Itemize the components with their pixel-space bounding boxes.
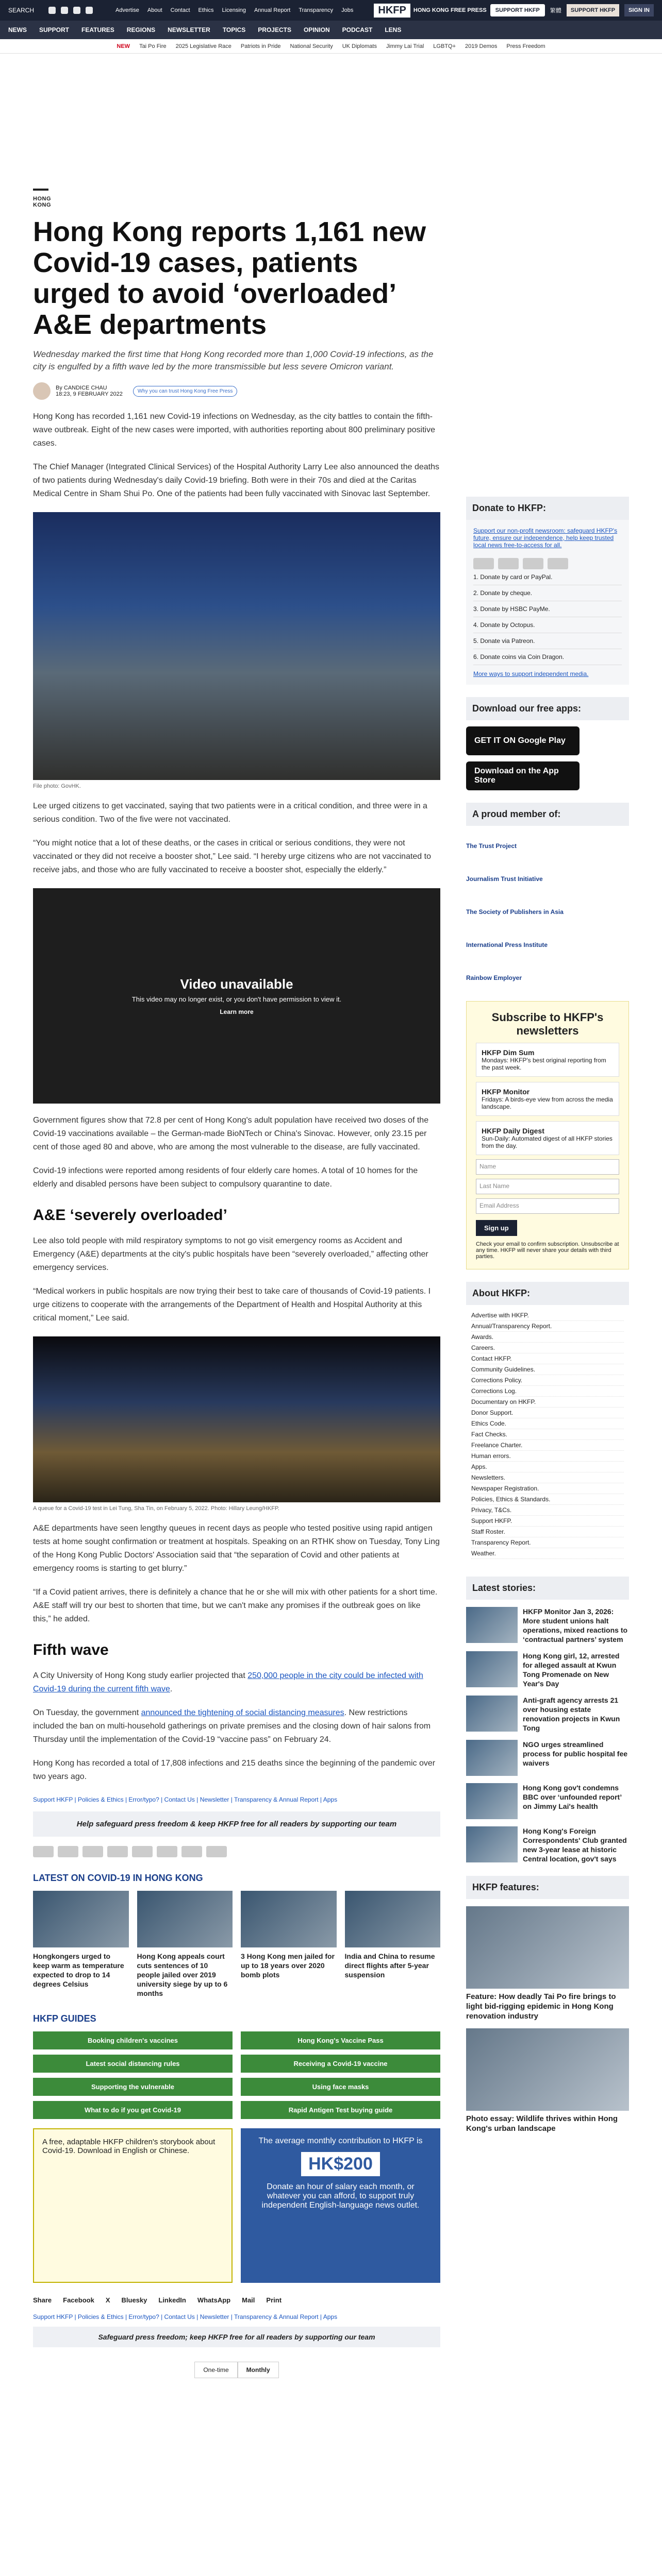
search-link[interactable]: SEARCH [8,7,35,14]
card-title[interactable]: Hongkongers urged to keep warm as temperature expected to drop to 14 degrees Celsius [33,1952,124,1988]
learn-more-link[interactable]: Learn more [220,1008,254,1015]
hot-topic[interactable]: National Security [290,43,333,49]
story-image [466,1607,518,1643]
top-links [115,7,353,13]
about-link[interactable]: Contact HKFP. [471,1353,624,1364]
nav-item[interactable]: PROJECTS [258,26,291,33]
publish-date: 18:23, 9 FEBRUARY 2022 [56,391,123,397]
article-photo [33,1336,440,1502]
new-badge: NEW [117,43,130,49]
about-link[interactable]: Support HKFP. [471,1516,624,1527]
story-title[interactable]: Anti-graft agency arrests 21 over housing estate renovation projects in Kwun Tong [523,1696,620,1732]
video-embed[interactable] [33,888,440,1104]
about-list [466,1305,629,1564]
paypal-icon [523,558,543,569]
newsletter-option[interactable] [476,1043,619,1077]
video-message: This video may no longer exist, or you don't have permission to view it. [131,995,342,1003]
nav-item[interactable]: TOPICS [222,26,246,33]
guide-button[interactable]: Latest social distancing rules [33,2055,233,2073]
story-item[interactable] [466,1783,629,1819]
payment-logos [33,1846,440,1857]
feature-title[interactable]: Photo essay: Wildlife thrives within Hong Kong's urban landscape [466,2114,618,2133]
latest-covid-grid [33,1891,440,1998]
main-nav [0,21,662,39]
paragraph: A&E departments have seen lengthy queues in recent days as people who tested positive using rapid antigen tests at home sought confirmation or treatment at hospitals. Speaking on an RTHK show on Tuesday, Tony Ling of the Hong Kong Public Doctors' Association said that “the separation of Covid and other patients at emergency rooms is starting to get blurry.” [33,1524,440,1573]
amex-icon [82,1846,103,1857]
about-link[interactable]: Advertise with HKFP. [471,1310,624,1321]
toggle-one-time[interactable]: One-time [194,2362,237,2378]
about-link[interactable]: Newsletters. [471,1472,624,1483]
about-link[interactable]: Ethics Code. [471,1418,624,1429]
paragraph: “You might notice that a lot of these deaths, or the cases in critical or serious conditions, they were not vaccinated or they did not receive a booster shot,” Lee said. “I hereby urge citizens who are not vaccinated to receive jabs, and those who are fully vaccinated to receive a booster shot, especially the elderly.” [33,839,431,874]
nav-item[interactable]: REGIONS [126,26,156,33]
paragraph: The Chief Manager (Integrated Clinical Services) of the Hospital Authority Larry Lee also announced the deaths of two patients during Wednesday's daily Covid-19 briefing. Both were in their 70s and died at the Caritas Medical Centre in Sham Shui Po. One of the patients had been fully vaccinated with Sinovac last September. [33,463,439,498]
hot-topic[interactable]: Jimmy Lai Trial [386,43,424,49]
member-badge[interactable]: The Trust Project [466,842,517,850]
promo-amount: HK$200 [301,2152,380,2176]
story-image [466,1783,518,1819]
story-item[interactable] [466,1740,629,1776]
top-link[interactable]: About [147,7,162,13]
card-image [137,1891,233,1947]
paragraph: Hong Kong has recorded 1,161 new Covid-19 infections on Wednesday, as the city battles to contain the fifth-wave outbreak. Eight of the new cases were imported, with authorities reporting about 800 preliminary positive cases. [33,412,435,448]
visa-icon [33,1846,54,1857]
promo-text: The average monthly contribution to HKFP is [258,2137,423,2145]
hot-topic[interactable]: 2025 Legislative Race [175,43,231,49]
donate-method[interactable]: 5. Donate via Patreon. [473,633,622,649]
story-item[interactable] [466,1607,629,1644]
photo-caption: File photo: GovHK. [33,783,81,789]
footer-links[interactable]: Support HKFP | Policies & Ethics | Error/typo? | Contact Us | Newsletter | Transparency & Annual Report | Apps [33,2313,338,2320]
donation-toggle [33,2362,440,2378]
story-image [466,1826,518,1862]
about-link[interactable]: Freelance Charter. [471,1440,624,1451]
about-link[interactable]: Human errors. [471,1451,624,1462]
help-banner[interactable]: Help safeguard press freedom & keep HKFP free for all readers by supporting our team [33,1811,440,1837]
text: A City University of Hong Kong study earlier projected that [33,1671,248,1680]
author-name[interactable]: By CANDICE CHAU [56,385,107,391]
feature-item[interactable] [466,2028,629,2133]
support-links[interactable]: Support HKFP | Policies & Ethics | Error/typo? | Contact Us | Newsletter | Transparency & Annual Report | Apps [33,1796,338,1803]
about-link[interactable]: Donor Support. [471,1408,624,1418]
story-item[interactable] [466,1696,629,1733]
storybook-promo[interactable]: A free, adaptable HKFP children's storybook about Covid-19. Download in English or Chinese. [33,2128,233,2283]
sidebar [466,497,629,2133]
octopus-icon [157,1846,177,1857]
section-heading: Fifth wave [33,1641,109,1658]
paragraph: Lee urged citizens to get vaccinated, saying that two patients were in a critical condition, and three were in a serious condition. Two of the five were not vaccinated. [33,802,427,824]
sign-up-button[interactable]: Sign up [476,1220,517,1236]
latest-covid-title: LATEST ON COVID-19 IN HONG KONG [33,1873,203,1883]
newsletter-option[interactable] [476,1082,619,1116]
instagram-icon[interactable] [73,7,80,14]
visa-icon [473,558,494,569]
story-title[interactable]: Hong Kong gov't condemns BBC over ‘unfounded report’ on Jimmy Lai's health [523,1784,622,1810]
latest-card[interactable] [345,1891,441,1998]
story-image [466,1740,518,1776]
paragraph: Hong Kong has recorded a total of 17,808 infections and 215 deaths since the beginning of the pandemic over two years ago. [33,1759,436,1781]
feature-image [466,1906,629,1989]
share-mail[interactable]: Mail [242,2296,255,2304]
about-link[interactable]: Weather. [471,1548,624,1559]
logo-mark: HKFP [374,4,410,18]
nav-item[interactable]: PODCAST [342,26,373,33]
paragraph [33,1706,440,1747]
about-link[interactable]: Fact Checks. [471,1429,624,1440]
promo-subtext: Donate an hour of salary each month, or whatever you can afford, to support truly independent English-language news outlet. [261,2182,420,2210]
article-kicker[interactable]: HONG KONG [33,189,48,208]
share-bar [33,2296,440,2304]
story-title[interactable]: HKFP Monitor Jan 3, 2026: More student unions halt operations, mixed reactions to ‘contractual partners’ system [523,1607,628,1643]
features-heading: HKFP features: [466,1876,629,1899]
about-link[interactable]: Community Guidelines. [471,1364,624,1375]
top-link[interactable]: Jobs [341,7,354,13]
paragraph: Government figures show that 72.8 per cent of Hong Kong's adult population have received two doses of the Covid-19 vaccinations available – the German-made BioNTech or China's Sinovac. However, only 23.15 per cent of those aged 80 and above, who are among the most vulnerable to the disease, are fully vaccinated. [33,1116,429,1151]
promos [33,2128,440,2283]
member-badge[interactable]: Rainbow Employer [466,974,522,981]
guide-button[interactable]: Rapid Antigen Test buying guide [241,2101,440,2119]
about-link[interactable]: Newspaper Registration. [471,1483,624,1494]
nav-item[interactable]: OPINION [303,26,330,33]
last-name-field[interactable]: Last Name [476,1179,619,1194]
about-link[interactable]: Documentary on HKFP. [471,1397,624,1408]
payme-icon [132,1846,153,1857]
inline-link[interactable]: announced the tightening of social distancing measures [141,1708,344,1717]
article-title: Hong Kong reports 1,161 new Covid-19 cases, patients urged to avoid ‘overloaded’ A&E departments [33,216,426,340]
googlepay-icon [206,1846,227,1857]
top-link[interactable]: Annual Report [254,7,291,13]
first-name-field[interactable]: Name [476,1159,619,1175]
article-photo [33,512,440,780]
newsletter-desc: Mondays: HKFP's best original reporting from the past week. [482,1057,606,1071]
mastercard-icon [498,558,519,569]
member-badge[interactable]: Journalism Trust Initiative [466,875,543,883]
donate-text[interactable]: Support our non-profit newsroom: safeguard HKFP's future, ensure our independence, help keep trusted local news free-to-access for all. [473,527,618,549]
card-image [33,1891,129,1947]
story-title[interactable]: NGO urges streamlined process for public hospital fee waivers [523,1740,628,1767]
guide-button[interactable]: Hong Kong's Vaccine Pass [241,2031,440,2049]
about-heading: About HKFP: [466,1282,629,1305]
apps-heading: Download our free apps: [466,697,629,720]
support-button[interactable]: SUPPORT HKFP [490,4,545,16]
article-standfirst: Wednesday marked the first time that Hong Kong recorded more than 1,000 Covid-19 infections, as the city is engulfed by a fifth wave led by the more transmissible but less severe Omicron variant. [33,349,434,371]
newsletter-name: HKFP Dim Sum [482,1048,535,1057]
article-body [33,410,440,1784]
byline [33,382,440,400]
nav-item[interactable]: NEWSLETTER [168,26,210,33]
about-link[interactable]: Transparency Report. [471,1537,624,1548]
nav-item[interactable]: LENS [385,26,402,33]
guide-button[interactable]: Supporting the vulnerable [33,2078,233,2096]
donate-method[interactable]: 6. Donate coins via Coin Dragon. [473,649,622,665]
donate-method[interactable]: 3. Donate by HSBC PayMe. [473,601,622,617]
share-label: Share [33,2296,52,2304]
donate-box [466,520,629,685]
donate-promo[interactable] [241,2128,440,2283]
top-link[interactable]: Transparency [299,7,334,13]
guides-title: HKFP GUIDES [33,2013,96,2024]
donate-heading: Donate to HKFP: [466,497,629,520]
top-link[interactable]: Ethics [198,7,214,13]
text: . [170,1685,173,1693]
text: On Tuesday, the government [33,1708,141,1717]
top-link[interactable]: Licensing [222,7,246,13]
mastercard-icon [58,1846,78,1857]
donate-method[interactable]: 2. Donate by cheque. [473,585,622,601]
about-link[interactable]: Policies, Ethics & Standards. [471,1494,624,1505]
story-item[interactable] [466,1651,629,1688]
paypal-icon [107,1846,128,1857]
latest-card[interactable] [137,1891,233,1998]
about-link[interactable]: Staff Roster. [471,1527,624,1537]
newsletter-name: HKFP Monitor [482,1088,530,1096]
hot-topic[interactable]: 2019 Demos [465,43,498,49]
member-badge[interactable]: The Society of Publishers in Asia [466,908,564,916]
paragraph: “Medical workers in public hospitals are now trying their best to take care of thousands of Covid-19 patients. I urge citizens to cooperate with the arrangements of the Department of Health and Hospital Authority at this critical moment,” Lee said. [33,1287,431,1323]
hot-topic[interactable]: Tai Po Fire [139,43,167,49]
share-print[interactable]: Print [266,2296,282,2304]
inline-link[interactable]: 250,000 people in the city could be infected with Covid-19 during the current fifth wave [33,1671,423,1693]
newsletter-name: HKFP Daily Digest [482,1127,544,1135]
feature-title[interactable]: Feature: How deadly Tai Po fire brings to light bid-rigging epidemic in Hong Kong renovation industry [466,1992,616,2021]
paragraph: Covid-19 infections were reported among residents of four elderly care homes. A total of 10 homes for the elderly and disabled persons have been subject to compulsory quarantine to date. [33,1166,418,1189]
author-avatar [33,382,51,400]
about-link[interactable]: Annual/Transparency Report. [471,1321,624,1332]
share-facebook[interactable]: Facebook [63,2296,94,2304]
hot-topics [0,39,662,54]
card-image [241,1891,337,1947]
site-logo[interactable] [374,4,486,18]
newsletter-desc: Sun-Daily: Automated digest of all HKFP stories from the day. [482,1135,613,1149]
trust-link[interactable]: Why you can trust Hong Kong Free Press [133,386,238,397]
about-link[interactable]: Corrections Policy. [471,1375,624,1386]
share-bluesky[interactable]: Bluesky [121,2296,147,2304]
text: . New restrictions included the ban on multi-household gatherings on private premises and the closing down of hair salons from Thursday until the implementation of the Covid-19 “vaccine pass” on February 24. [33,1708,431,1744]
video-title: Video unavailable [180,976,293,992]
toggle-monthly[interactable]: Monthly [238,2362,279,2378]
about-link[interactable]: Privacy, T&Cs. [471,1505,624,1516]
story-item[interactable] [466,1826,629,1863]
donate-method[interactable]: 4. Donate by Octopus. [473,617,622,633]
paragraph: “If a Covid patient arrives, there is definitely a chance that he or she will mix with other patients for a short time. A&E staff will try our best to shorten that time, but we can't make any promises if the outbreak goes on like this,” he added. [33,1588,438,1623]
share-whatsapp[interactable]: WhatsApp [197,2296,231,2304]
email-field[interactable]: Email Address [476,1198,619,1214]
top-bar [0,0,662,21]
nav-item[interactable]: SUPPORT [39,26,70,33]
paragraph: Lee also told people with mild respiratory symptoms to not go visit emergency rooms as Accident and Emergency (A&E) departments at the city's public hospitals have been “severely overloaded,” affecting other emergency services. [33,1236,428,1272]
latest-card[interactable] [33,1891,129,1998]
share-x[interactable]: X [105,2296,110,2304]
card-image [345,1891,441,1947]
feature-item[interactable] [466,1906,629,2021]
app-store-button[interactable]: Download on the App Store [466,761,580,790]
card-title[interactable]: 3 Hong Kong men jailed for up to 18 years over 2020 bomb plots [241,1952,335,1979]
card-title[interactable]: India and China to resume direct flights after 5-year suspension [344,1952,435,1979]
top-link[interactable]: Contact [170,7,190,13]
share-linkedin[interactable]: LinkedIn [158,2296,186,2304]
hot-topic[interactable]: Patriots in Pride [240,43,281,49]
story-title[interactable]: Hong Kong's Foreign Correspondents' Club granted new 3-year lease at historic Central location, gov't says [523,1827,627,1863]
bottom-help-banner[interactable]: Safeguard press freedom; keep HKFP free for all readers by supporting our team [33,2327,440,2347]
section-heading: A&E ‘severely overloaded’ [33,1207,227,1224]
x-icon[interactable] [61,7,68,14]
story-title[interactable]: Hong Kong girl, 12, arrested for alleged assault at Kwun Tong Promenade on New Year's Day [523,1652,620,1688]
guide-button[interactable]: Using face masks [241,2078,440,2096]
language-switch[interactable]: 繁體 [550,8,561,14]
newsletter-desc: Fridays: A birds-eye view from across the media landscape. [482,1096,613,1110]
guide-button[interactable]: What to do if you get Covid-19 [33,2101,233,2119]
hot-topic[interactable]: Press Freedom [506,43,545,49]
latest-card[interactable] [241,1891,337,1998]
hot-topic[interactable]: LGBTQ+ [433,43,456,49]
more-ways-link[interactable]: More ways to support independent media. [473,670,589,677]
proud-heading: A proud member of: [466,803,629,826]
sign-in-button[interactable]: SIGN IN [624,4,654,16]
story-image [466,1696,518,1732]
newsletter-option[interactable] [476,1121,619,1155]
donate-payment-logos [473,558,622,569]
member-badge[interactable]: International Press Institute [466,941,548,948]
top-link[interactable]: Advertise [115,7,139,13]
support-cta[interactable]: SUPPORT HKFP [567,4,619,16]
card-title[interactable]: Hong Kong appeals court cuts sentences of 10 people jailed over 2019 university siege by up to 6 months [137,1952,228,1997]
about-link[interactable]: Careers. [471,1343,624,1353]
about-link[interactable]: Awards. [471,1332,624,1343]
newsletter-box [466,1001,629,1269]
applepay-icon [181,1846,202,1857]
youtube-icon[interactable] [86,7,93,14]
about-link[interactable]: Apps. [471,1462,624,1472]
guide-button[interactable]: Booking children's vaccines [33,2031,233,2049]
feature-image [466,2028,629,2111]
guide-button[interactable]: Receiving a Covid-19 vaccine [241,2055,440,2073]
hot-topic[interactable]: UK Diplomats [342,43,377,49]
photo-caption: A queue for a Covid-19 test in Lei Tung, Sha Tin, on February 5, 2022. Photo: Hillary Leung/HKFP. [33,1505,279,1512]
logo-text: HONG KONG FREE PRESS [413,7,487,13]
newsletter-note: Check your email to confirm subscription. Unsubscribe at any time. HKFP will never share your details with third parties. [476,1241,619,1260]
article [33,189,440,2378]
story-image [466,1651,518,1687]
google-play-button[interactable]: GET IT ON Google Play [466,726,580,755]
social-icons [48,7,93,14]
about-link[interactable]: Corrections Log. [471,1386,624,1397]
newsletter-heading: Subscribe to HKFP's newsletters [491,1011,604,1037]
nav-item[interactable]: NEWS [8,26,27,33]
payme-icon [548,558,568,569]
latest-stories-heading: Latest stories: [466,1577,629,1600]
nav-item[interactable]: FEATURES [81,26,114,33]
paragraph [33,1669,440,1696]
facebook-icon[interactable] [48,7,56,14]
donate-method[interactable]: 1. Donate by card or PayPal. [473,569,622,585]
guides-grid [33,2031,440,2119]
